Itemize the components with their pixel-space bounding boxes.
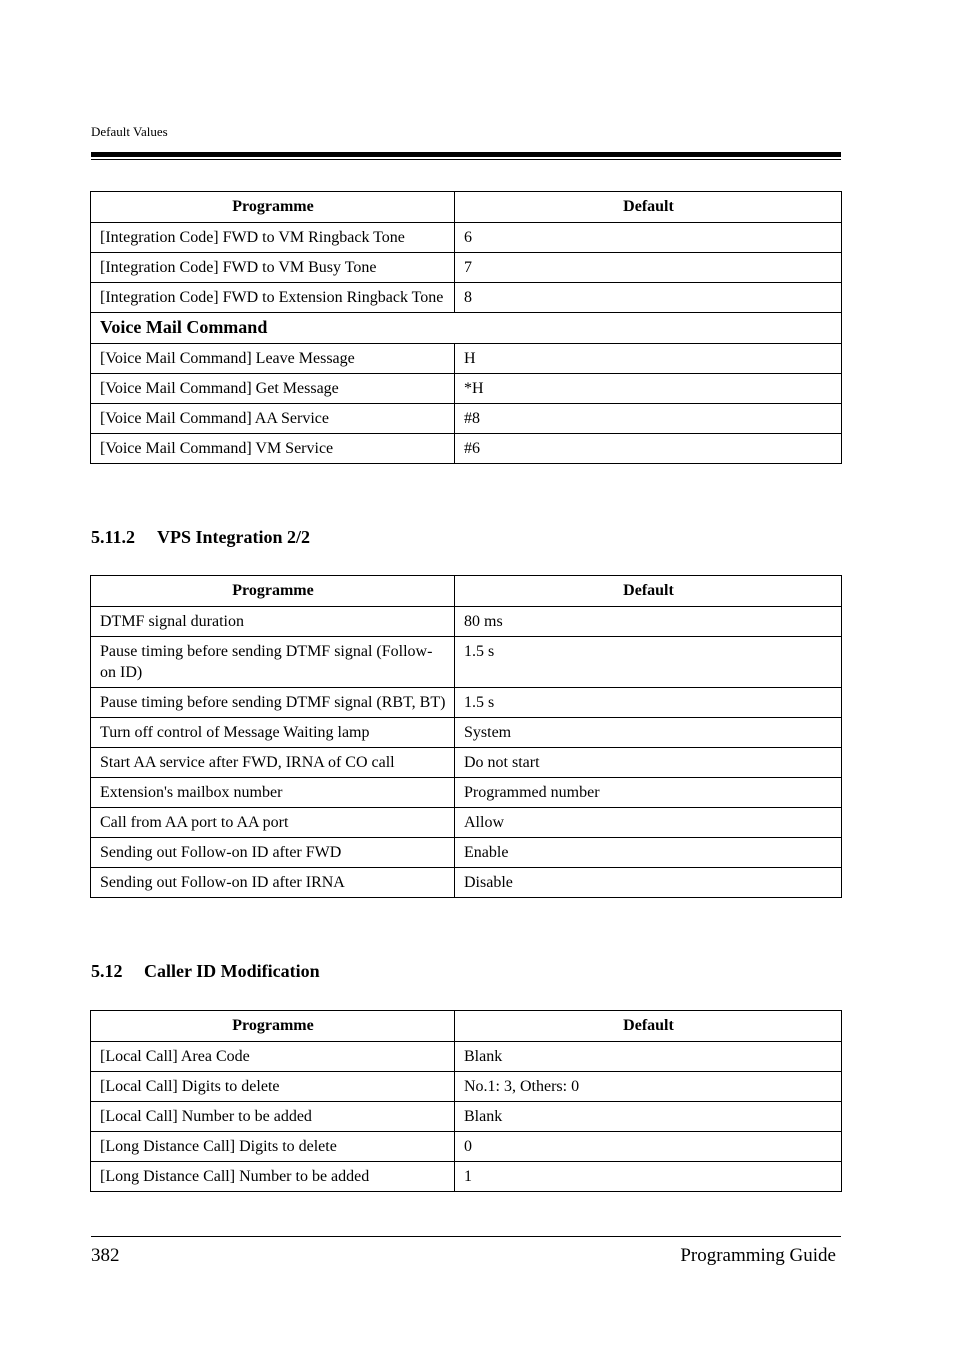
column-header-programme: Programme (91, 192, 455, 223)
programme-cell: [Voice Mail Command] AA Service (91, 404, 455, 434)
default-cell: *H (455, 374, 842, 404)
running-head: Default Values (91, 124, 168, 139)
section-number: 5.11.2 (91, 527, 136, 547)
default-cell: 6 (455, 223, 842, 253)
table-row (91, 838, 842, 868)
default-cell: 1 (455, 1162, 842, 1192)
programme-cell: Start AA service after FWD, IRNA of CO call (91, 748, 455, 778)
programme-cell: DTMF signal duration (91, 607, 455, 637)
column-header-default: Default (455, 1011, 842, 1042)
table-header-row (91, 576, 842, 607)
section-heading-vps-integration (91, 527, 310, 548)
table-row (91, 283, 842, 313)
integration-defaults-table (90, 191, 842, 464)
programme-cell: [Voice Mail Command] VM Service (91, 434, 455, 464)
table-row (91, 223, 842, 253)
default-cell: No.1: 3, Others: 0 (455, 1072, 842, 1102)
programme-cell: Pause timing before sending DTMF signal (Follow-on ID) (91, 637, 455, 688)
header-rule-thin (91, 159, 841, 160)
table-row (91, 1042, 842, 1072)
section-heading-caller-id-modification (91, 961, 320, 982)
programme-cell: Sending out Follow-on ID after FWD (91, 838, 455, 868)
default-cell: Disable (455, 868, 842, 898)
section-title: VPS Integration 2/2 (157, 527, 310, 547)
column-header-default: Default (455, 576, 842, 607)
default-cell: 1.5 s (455, 637, 842, 688)
programme-cell: Turn off control of Message Waiting lamp (91, 718, 455, 748)
default-cell: 1.5 s (455, 688, 842, 718)
default-cell: Enable (455, 838, 842, 868)
column-header-default: Default (455, 192, 842, 223)
page-number: 382 (91, 1245, 120, 1266)
default-cell: H (455, 344, 842, 374)
table-section-row (91, 313, 842, 344)
table-row (91, 344, 842, 374)
section-number: 5.12 (91, 961, 123, 981)
default-cell: #6 (455, 434, 842, 464)
book-title: Programming Guide (680, 1245, 836, 1266)
table-row (91, 1132, 842, 1162)
programme-cell: Pause timing before sending DTMF signal (RBT, BT) (91, 688, 455, 718)
default-cell: Do not start (455, 748, 842, 778)
table-row (91, 688, 842, 718)
programme-cell: Call from AA port to AA port (91, 808, 455, 838)
table-row (91, 718, 842, 748)
footer-rule (91, 1236, 841, 1237)
table-row (91, 778, 842, 808)
programme-cell: Extension's mailbox number (91, 778, 455, 808)
table-row (91, 1072, 842, 1102)
default-cell: Programmed number (455, 778, 842, 808)
column-header-programme: Programme (91, 576, 455, 607)
table-row (91, 434, 842, 464)
programme-cell: [Integration Code] FWD to Extension Ringback Tone (91, 283, 455, 313)
default-cell: 8 (455, 283, 842, 313)
table-row (91, 808, 842, 838)
default-cell: 0 (455, 1132, 842, 1162)
table-row (91, 748, 842, 778)
programme-cell: [Integration Code] FWD to VM Ringback Tone (91, 223, 455, 253)
table-row (91, 253, 842, 283)
table-row (91, 1162, 842, 1192)
programme-cell: [Local Call] Number to be added (91, 1102, 455, 1132)
programme-cell: Sending out Follow-on ID after IRNA (91, 868, 455, 898)
programme-cell: [Local Call] Digits to delete (91, 1072, 455, 1102)
programme-cell: [Long Distance Call] Number to be added (91, 1162, 455, 1192)
programme-cell: [Local Call] Area Code (91, 1042, 455, 1072)
table-row (91, 374, 842, 404)
programme-cell: [Long Distance Call] Digits to delete (91, 1132, 455, 1162)
table-row (91, 1102, 842, 1132)
default-cell: Allow (455, 808, 842, 838)
table-header-row (91, 192, 842, 223)
column-header-programme: Programme (91, 1011, 455, 1042)
default-cell: Blank (455, 1102, 842, 1132)
programme-cell: [Voice Mail Command] Get Message (91, 374, 455, 404)
programme-cell: [Voice Mail Command] Leave Message (91, 344, 455, 374)
table-row (91, 868, 842, 898)
table-row (91, 404, 842, 434)
vps-integration-table (90, 575, 842, 898)
default-cell: System (455, 718, 842, 748)
section-title: Caller ID Modification (144, 961, 320, 981)
default-cell: Blank (455, 1042, 842, 1072)
programme-cell: [Integration Code] FWD to VM Busy Tone (91, 253, 455, 283)
table-row (91, 607, 842, 637)
table-row (91, 637, 842, 688)
header-rule (91, 152, 841, 157)
default-cell: 7 (455, 253, 842, 283)
section-label: Voice Mail Command (91, 313, 842, 344)
default-cell: 80 ms (455, 607, 842, 637)
caller-id-modification-table (90, 1010, 842, 1192)
default-cell: #8 (455, 404, 842, 434)
table-header-row (91, 1011, 842, 1042)
